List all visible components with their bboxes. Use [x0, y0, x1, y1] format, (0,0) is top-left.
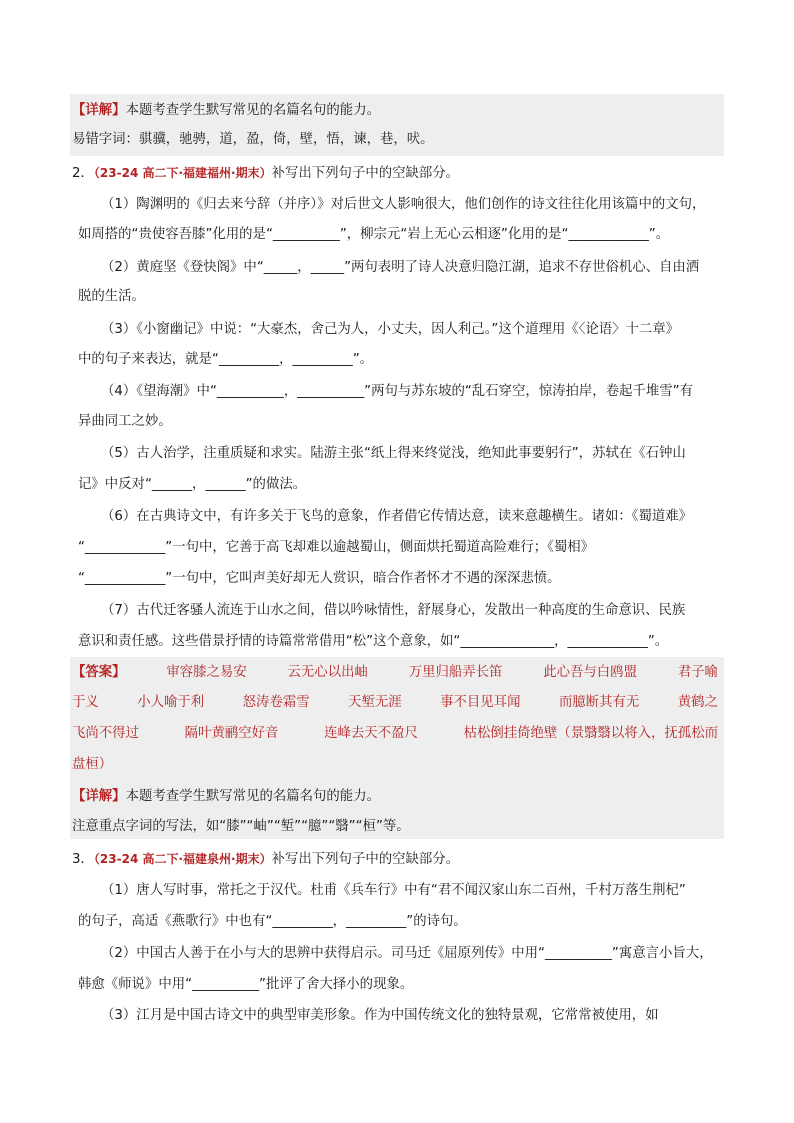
- answer-row: [72, 663, 718, 683]
- jiexi-tag: 【详解】: [72, 789, 126, 804]
- explanation-line: [72, 787, 380, 807]
- question-number: 3．: [72, 852, 94, 867]
- answer-item: 云无心以出岫: [287, 665, 368, 680]
- question-line: 脱的生活。: [78, 289, 145, 304]
- question-line: 记》中反对“______，______”的做法。: [78, 477, 307, 492]
- question-3-header: [72, 849, 459, 870]
- question-stem: 补写出下列句子中的空缺部分。: [271, 166, 460, 181]
- answer-item: 小人喻于利: [137, 695, 205, 710]
- question-line: （1）唐人写时事，常托之于汉代。杜甫《兵车行》中有“君不闻汉家山东二百州，千村万落生荆杞”: [101, 883, 686, 898]
- answer-item: 此心吾与白鸥盟: [543, 665, 637, 680]
- question-source: （23-24 高二下·福建泉州·期末）: [93, 852, 272, 866]
- question-line: （2）黄庭坚《登快阁》中“_____，_____”两句表明了诗人决意归隐江湖，追求不存世俗机心、自由洒: [101, 260, 700, 275]
- question-line: （7）古代迁客骚人流连于山水之间，借以吟咏情性，舒展身心，发散出一种高度的生命意识、民族: [101, 603, 686, 618]
- explanation-line: [72, 101, 380, 121]
- question-line: （2）中国古人善于在小与大的思辨中获得启示。司马迁《屈原列传》中用“__________”寓意言小旨大，: [101, 946, 713, 961]
- question-stem: 补写出下列句子中的空缺部分。: [271, 852, 460, 867]
- answer-item: 隔叶黄鹂空好音: [184, 726, 279, 741]
- answer-item: 连峰去天不盈尺: [324, 726, 418, 741]
- answer-item: 审容膝之易安: [166, 665, 247, 680]
- answer-row: [72, 724, 718, 744]
- jiexi-text: 本题考查学生默写常见的名篇名句的能力。: [125, 789, 380, 804]
- answer-item: 万里归船弄长笛: [408, 665, 503, 680]
- question-line: “____________”一句中，它叫声美好却无人赏识，暗合作者怀才不遇的深深悲愤。: [78, 571, 561, 586]
- answer-item: 飞尚不得过: [72, 726, 139, 741]
- answer-item: 枯松倒挂倚绝壁（景翳翳以将入，抚孤松而: [463, 726, 718, 741]
- question-source: （23-24 高二下·福建福州·期末）: [93, 166, 272, 180]
- question-line: 中的句子来表达，就是“_________，_________”。: [78, 352, 374, 367]
- question-line: （4）《望海潮》中“__________，__________”两句与苏东坡的“乱石穿空，惊涛拍岸，卷起千堆雪”有: [101, 384, 693, 399]
- jiexi-tag: 【详解】: [72, 103, 126, 118]
- question-line: 意识和责任感。这些借景抒情的诗篇常常借用“松”这个意象，如“______________，____________”。: [78, 634, 669, 649]
- answer-box: [70, 657, 724, 839]
- answer-item: 天堑无涯: [348, 695, 402, 710]
- question-line: （6）在古典诗文中，有许多关于飞鸟的意象，作者借它传情达意，读来意趣横生。诸如：《蜀道难》: [101, 509, 693, 524]
- question-line: （5）古人治学，注重质疑和求实。陆游主张“纸上得来终觉浅，绝知此事要躬行”，苏轼在《石钟山: [101, 446, 686, 461]
- answer-item: 于义: [72, 695, 99, 710]
- jiexi-text: 本题考查学生默写常见的名篇名句的能力。: [125, 103, 380, 118]
- question-line: （3）江月是中国古诗文中的典型审美形象。作为中国传统文化的独特景观，它常常被使用，如: [101, 1008, 659, 1023]
- answer-item: 怒涛卷霜雪: [242, 695, 310, 710]
- answer-item: 君子喻: [677, 665, 718, 680]
- explanation-note: 注意重点字词的写法，如“膝”“岫”“堑”“臆”“翳”“桓”等。: [72, 819, 410, 834]
- question-number: 2．: [72, 166, 94, 181]
- question-line: （1）陶渊明的《归去来兮辞（并序）》对后世文人影响很大，他们创作的诗文往往化用该篇中的文句，: [101, 197, 706, 212]
- question-line: 异曲同工之妙。: [78, 414, 172, 429]
- answer-item: 黄鹤之: [677, 695, 718, 710]
- answer-row-end: 盘桓）: [72, 757, 113, 772]
- question-line: “____________”一句中，它善于高飞却难以逾越蜀山，侧面烘托蜀道高险难行；《蜀相》: [78, 540, 595, 555]
- answer-item: 事不目见耳闻: [440, 695, 521, 710]
- question-2-header: [72, 163, 459, 184]
- answer-tag: 【答案】: [72, 665, 126, 680]
- question-line: 的句子，高适《燕歌行》中也有“_________，_________”的诗句。: [78, 914, 467, 929]
- answer-item: 而臆断其有无: [558, 695, 640, 710]
- question-line: 韩愈《师说》中用“__________”批评了舍大择小的现象。: [78, 977, 414, 992]
- question-line: 如周搭的“贵使容吾膝”化用的是“__________”，柳宗元“岩上无心云相逐”化用的是“____________”。: [78, 227, 670, 242]
- answer-row: [72, 693, 718, 713]
- error-prone-words: 易错字词：骐骥，驰骋，道，盈，倚，壁，悟，谏，巷，吠。: [72, 132, 434, 147]
- question-line: （3）《小窗幽记》中说：“大豪杰，舍己为人，小丈夫，因人利己。”这个道理用《〈论语〉十二章》: [101, 322, 680, 337]
